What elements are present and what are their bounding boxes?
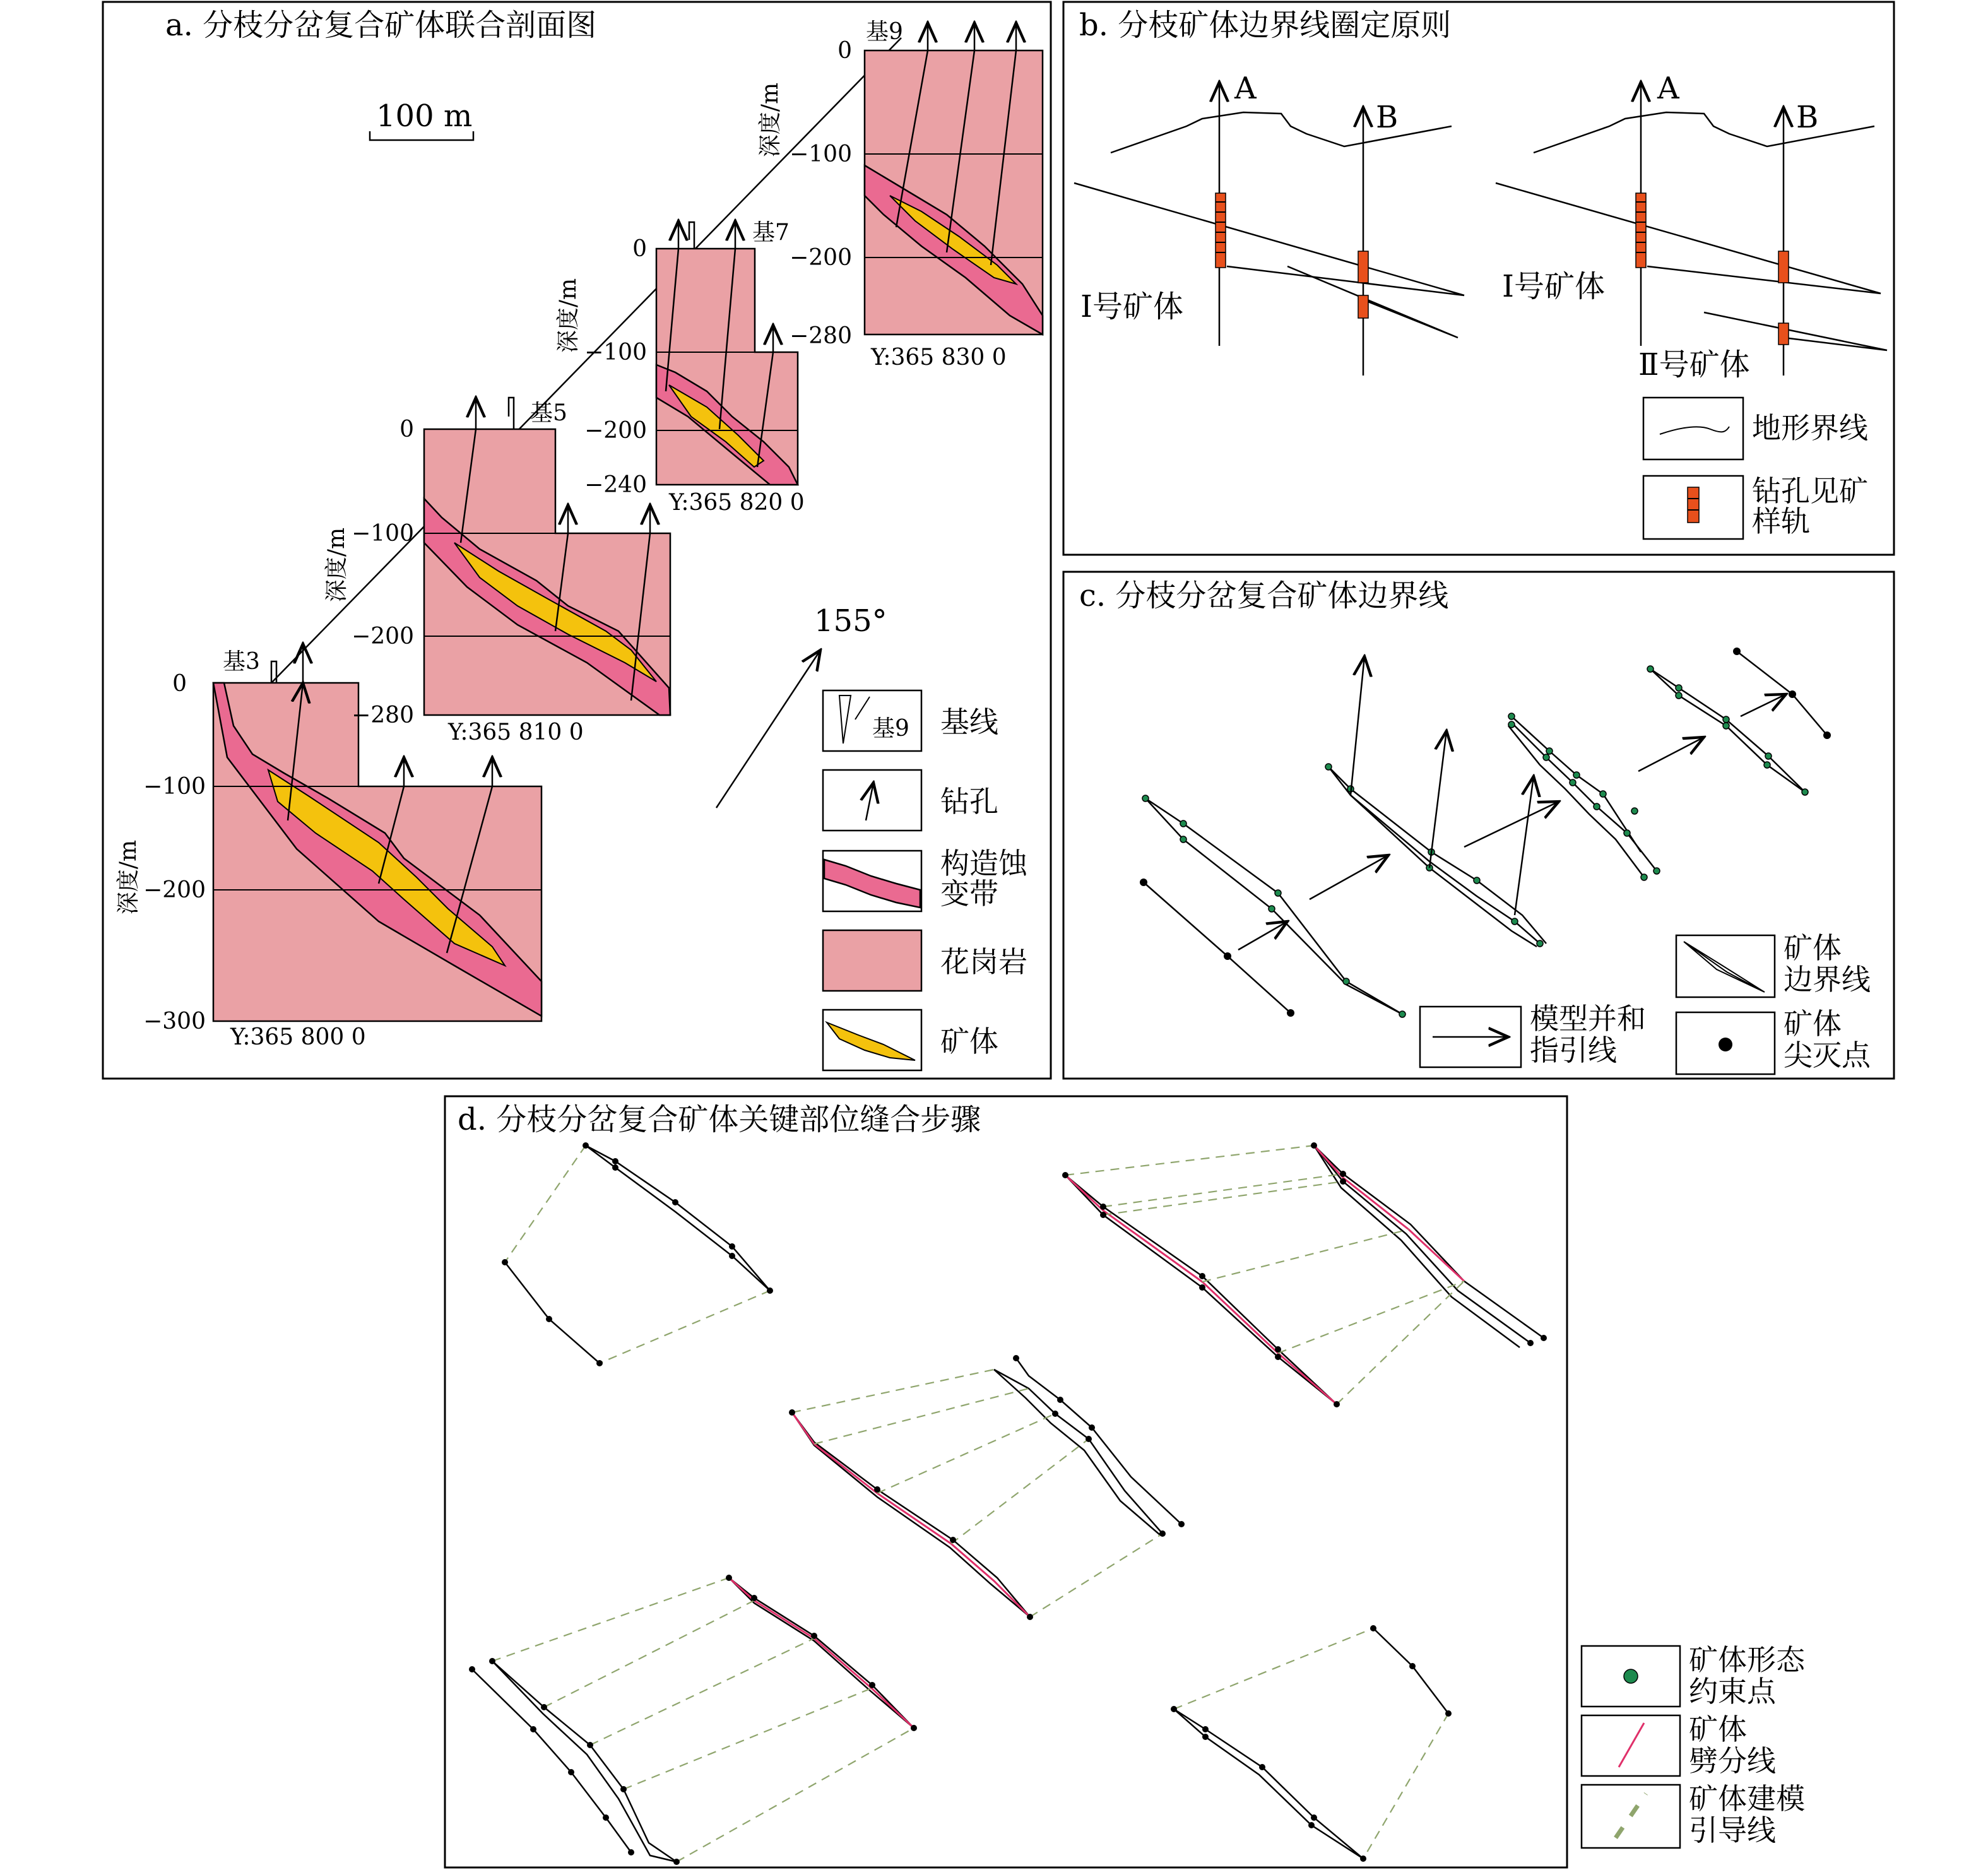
sample-track-5 — [1778, 251, 1789, 283]
depth-axis-ji9: 深度/m — [757, 82, 783, 158]
panel-b-right — [1496, 71, 1887, 382]
section-ji7 — [555, 220, 805, 516]
depth-axis-ji5: 深度/m — [324, 527, 350, 603]
panel-a-title: a. 分枝分岔复合矿体联合剖面图 — [165, 8, 597, 43]
legend-granite-label: 花岗岩 — [940, 945, 1027, 979]
legend-ore-label: 矿体 — [940, 1024, 998, 1058]
legend-pinch-label-1: 矿体 — [1784, 1007, 1842, 1041]
step-2 — [1062, 1142, 1547, 1407]
section-ji3-name: 基3 — [223, 649, 260, 675]
legend-guide-d-label-2: 引导线 — [1689, 1813, 1776, 1847]
panel-b-left — [1074, 71, 1464, 376]
panel-c-frame — [1063, 572, 1894, 1079]
panel-d-legend — [1582, 1643, 1806, 1848]
section-ji5-name: 基5 — [530, 400, 567, 426]
sample-track-2 — [1358, 251, 1368, 283]
section-ji3-tick-1: −100 — [143, 774, 206, 800]
sample-track-3 — [1358, 295, 1368, 318]
section-ji5-y: Y:365 810 0 — [448, 719, 584, 745]
legend-baseline-icon-text: 基9 — [872, 716, 909, 742]
section-ji7-tick-3: −240 — [584, 472, 647, 498]
legend-alteration-label-2: 变带 — [940, 877, 998, 911]
legend-boundary-label-1: 矿体 — [1784, 931, 1842, 965]
panel-b-right-ore1: Ⅰ号矿体 — [1502, 269, 1605, 304]
panel-b — [1063, 2, 1894, 555]
legend-guide-label-1: 模型并和 — [1530, 1002, 1646, 1036]
legend-pinch-dot — [1719, 1038, 1732, 1051]
azimuth-arrow — [716, 603, 887, 808]
panel-a — [103, 2, 1051, 1079]
panel-c-title: c. 分枝分岔复合矿体边界线 — [1079, 578, 1449, 613]
panel-d — [445, 1096, 1806, 1867]
panel-b-left-hole-b: B — [1376, 100, 1399, 135]
panel-a-legend — [823, 690, 1028, 1070]
legend-baseline-label: 基线 — [940, 705, 998, 739]
section-ji9-name: 基9 — [866, 19, 903, 45]
step-5 — [1171, 1625, 1452, 1862]
legend-guide-d-label-1: 矿体建模 — [1689, 1782, 1805, 1816]
legend-alteration-label-1: 构造蚀 — [940, 846, 1027, 880]
step-4 — [469, 1575, 917, 1865]
panel-b-left-ore1: Ⅰ号矿体 — [1080, 289, 1183, 324]
legend-guide-label-2: 指引线 — [1530, 1033, 1617, 1067]
section-ji7-name: 基7 — [752, 220, 790, 246]
panel-b-frame — [1063, 2, 1894, 555]
section-ji7-tick-2: −200 — [584, 418, 647, 444]
legend-guide-d-box — [1582, 1785, 1680, 1848]
panel-b-right-ore2: Ⅱ号矿体 — [1638, 347, 1750, 382]
section-ji3-tick-2: −200 — [143, 877, 206, 903]
section-ji3-tick-0: 0 — [172, 671, 187, 697]
section-ji9-tick-3: −280 — [790, 323, 852, 349]
legend-boundary-label-2: 边界线 — [1784, 962, 1871, 997]
panel-b-right-hole-b: B — [1796, 100, 1819, 135]
legend-drillhole-label: 钻孔 — [940, 784, 998, 819]
panel-b-right-hole-a: A — [1657, 71, 1679, 106]
section-ji9-tick-0: 0 — [837, 38, 852, 64]
legend-guide-d-icon — [1616, 1794, 1646, 1838]
step-1 — [502, 1142, 773, 1366]
panel-d-frame — [445, 1096, 1567, 1867]
legend-constraint-label-2: 约束点 — [1689, 1674, 1776, 1708]
legend-granite-box — [823, 930, 921, 991]
legend-sample-icon — [1688, 487, 1699, 523]
panel-b-legend — [1643, 398, 1868, 539]
legend-sample-label-2: 样轨 — [1752, 504, 1810, 538]
legend-terrain-label: 地形界线 — [1752, 411, 1868, 445]
sample-track-1 — [1216, 193, 1226, 268]
panel-c — [1063, 572, 1894, 1079]
legend-sample-label-1: 钻孔见矿 — [1752, 474, 1868, 508]
legend-boundary-box — [1676, 935, 1775, 997]
depth-axis-ji7: 深度/m — [555, 278, 581, 353]
legend-drillhole-box — [823, 770, 921, 831]
section-ji9-tick-2: −200 — [790, 245, 852, 271]
section-ji5-tick-3: −280 — [352, 702, 414, 728]
legend-split-icon — [1619, 1723, 1644, 1767]
section-ji5-tick-0: 0 — [399, 417, 414, 442]
section-ji3-tick-3: −300 — [143, 1009, 206, 1034]
section-ji5-tick-2: −200 — [352, 624, 414, 649]
section-ji7-y: Y:365 820 0 — [669, 490, 805, 516]
legend-constraint-dot — [1624, 1669, 1638, 1683]
section-ji7-tick-0: 0 — [632, 236, 647, 262]
section-ji5-tick-1: −100 — [352, 521, 414, 547]
panel-b-title: b. 分枝矿体边界线圈定原则 — [1079, 8, 1452, 43]
legend-constraint-label-1: 矿体形态 — [1689, 1643, 1805, 1677]
scale-label: 100 m — [376, 98, 473, 134]
scale-bar — [370, 98, 473, 140]
section-ji5 — [324, 398, 670, 745]
panel-d-title: d. 分枝分岔复合矿体关键部位缝合步骤 — [458, 1102, 981, 1137]
section-ji3-y: Y:365 800 0 — [230, 1024, 366, 1050]
section-ji9-tick-1: −100 — [790, 141, 852, 167]
depth-axis-ji3: 深度/m — [115, 839, 141, 915]
section-ji9-y: Y:365 830 0 — [871, 345, 1007, 370]
step-3 — [789, 1355, 1185, 1620]
panel-b-left-hole-a: A — [1234, 71, 1257, 106]
sample-track-4 — [1636, 193, 1646, 268]
legend-split-label-2: 劈分线 — [1689, 1744, 1776, 1778]
sample-track-6 — [1778, 323, 1789, 345]
legend-split-label-1: 矿体 — [1689, 1712, 1747, 1746]
section-ji9 — [757, 19, 1043, 370]
azimuth-label: 155° — [814, 603, 887, 639]
section-ji7-tick-1: −100 — [584, 340, 647, 365]
panel-c-legend — [1420, 931, 1871, 1074]
legend-pinch-label-2: 尖灭点 — [1784, 1038, 1871, 1072]
